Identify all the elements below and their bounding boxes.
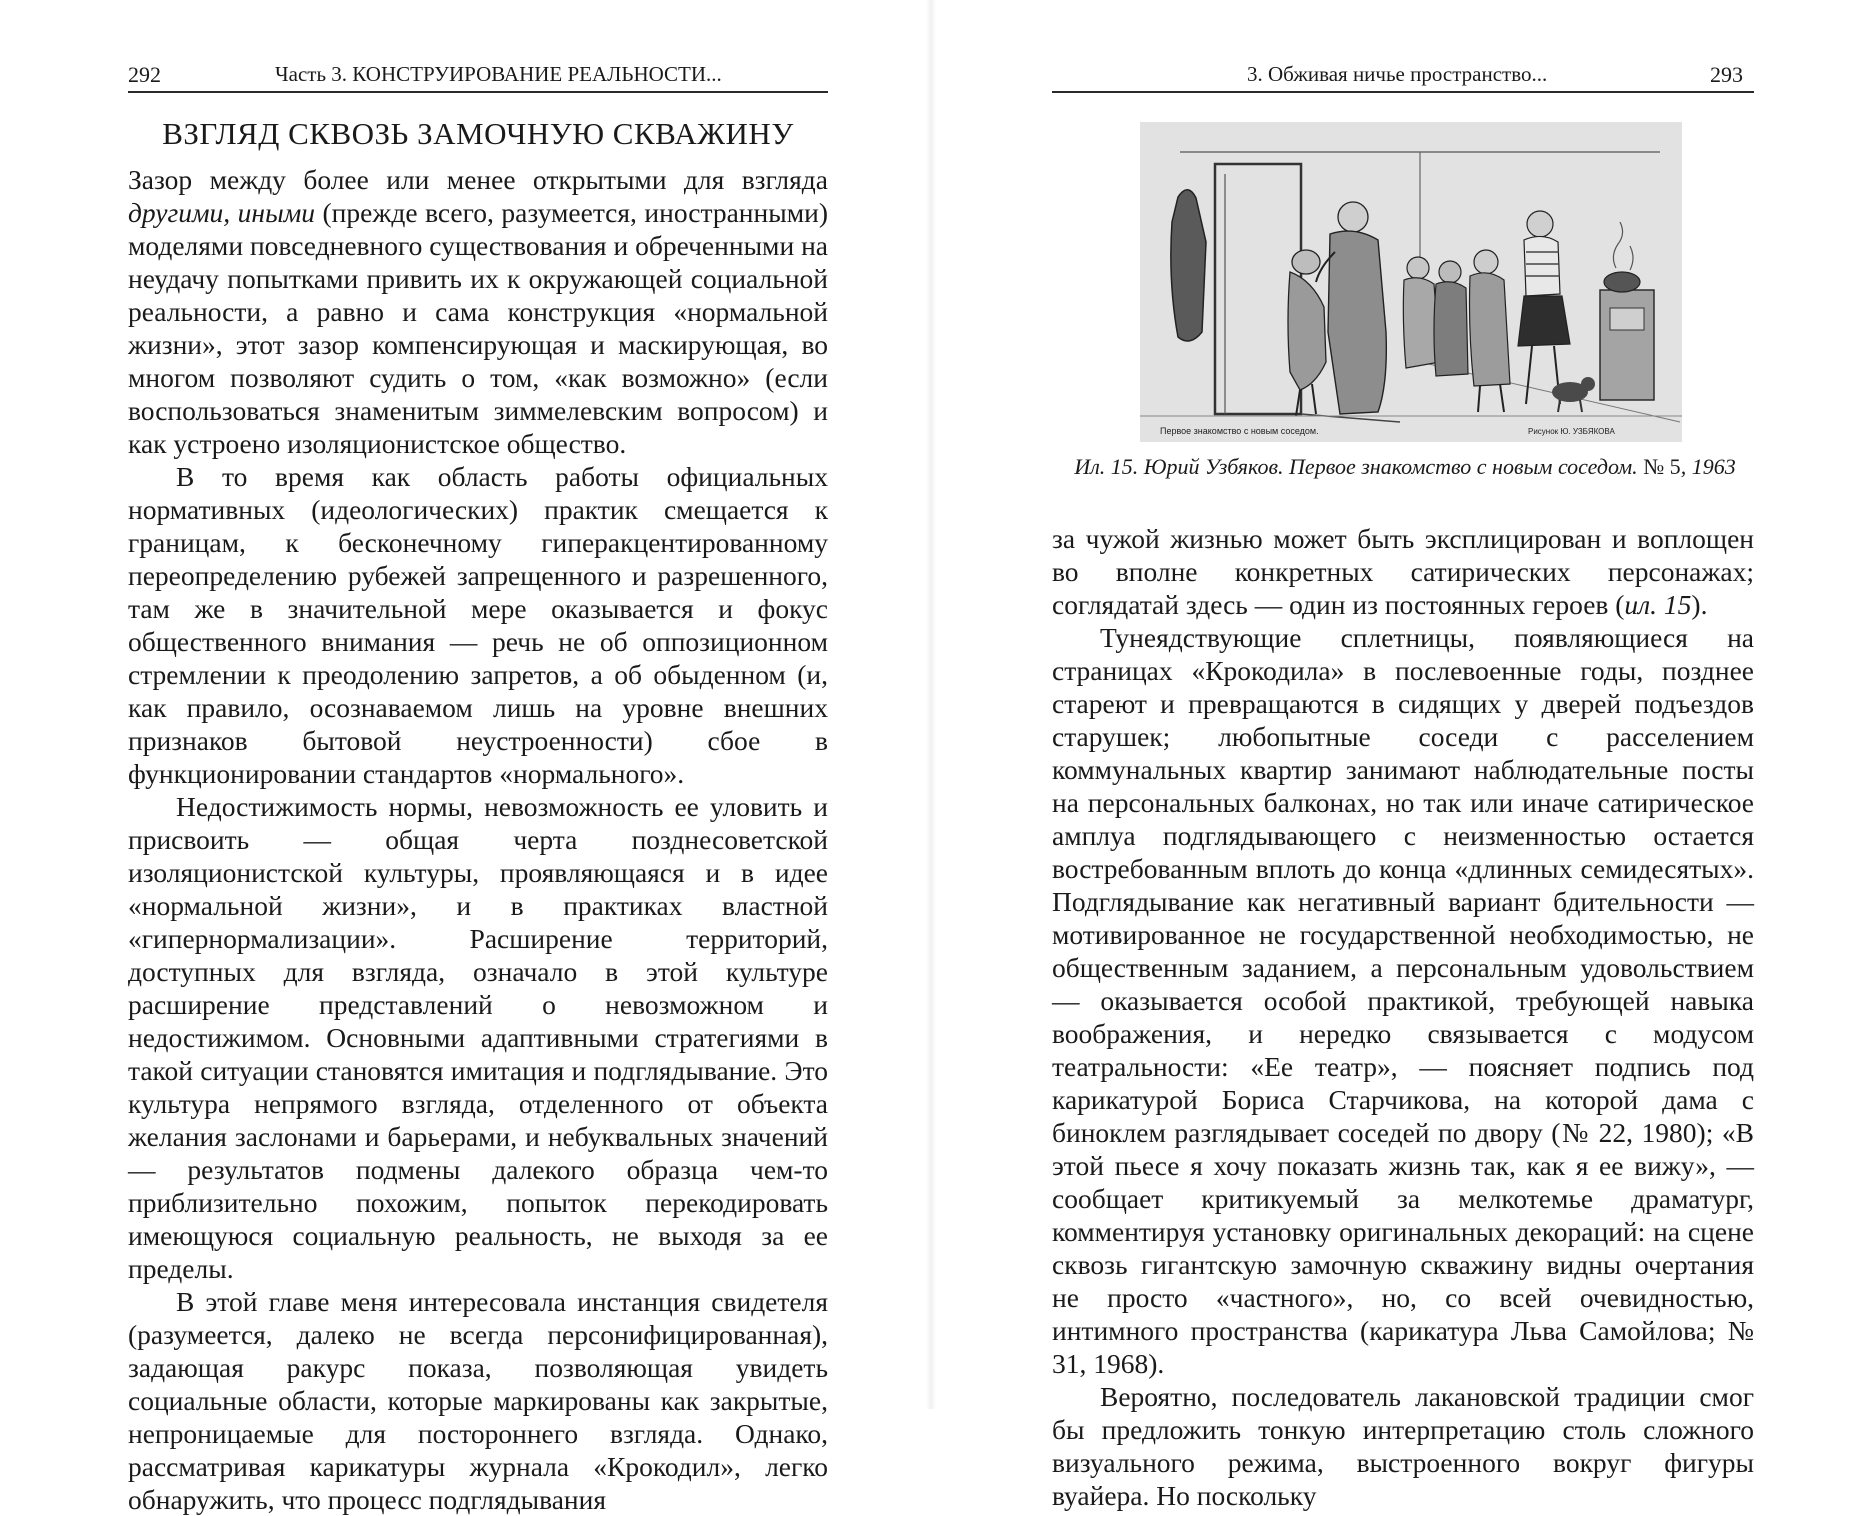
- cartoon-drawing: [1140, 122, 1682, 442]
- paragraph-text: В этой главе меня интересовала инстанция свидетеля (разумеется, далеко не всегда персонифицированная), задающая ракурс показа, позволяющая увидеть социальные области, которые маркированы как закрытые, непроницаемые для постороннего взгляда. Однако, рассматривая карикатуры журнала «Крокодил», легко обнаружить, что процесс подглядывания: [128, 1286, 828, 1515]
- paragraph-text: В то время как область работы официальных нормативных (идеологических) практик смещается к границам, к бесконечному гиперакцентированному переопределению рубежей запрещенного и разрешенного, там же в значительной мере оказывается и фокус общественного внимания — речь не об оппозиционном стремлении к преодолению запретов, а об обыденном (и, как правило, осознаваемом лишь на уровне внешних признаков бытовой неустроенности) сбое в функционировании стандартов «нормального».: [128, 461, 828, 789]
- left-page-number: 292: [128, 62, 161, 87]
- cartoon-caption: Первое знакомство с новым соседом.: [1160, 426, 1319, 436]
- right-running-head: 3. Обживая ничье пространство...: [1247, 62, 1548, 86]
- figure-caption-number: № 5: [1643, 454, 1681, 479]
- paragraph: [1052, 1380, 1754, 1512]
- italic-text: другими, иными: [128, 197, 315, 228]
- paragraph-text: Недостижимость нормы, невозможность ее уловить и присвоить — общая черта позднесоветской изоляционистской культуры, проявляющаяся и в идее «нормальной жизни», и в практиках властной «гипернормализации». Расширение территорий, доступных для взгляда, означало в этой культуре расширение представлений о невозможном и недостижимом. Основными адаптивными стратегиями в такой ситуации становятся имитация и подглядывание. Это культура непрямого взгляда, отделенного от объекта желания заслонами и барьерами, и небуквальных значений — результатов подмены далекого образца чем-то приблизительно похожим, попыток перекодировать имеющуюся социальную реальность, не выходя за ее пределы.: [128, 791, 828, 1284]
- paragraph-text: Зазор между более или менее открытыми для взгляда: [128, 164, 828, 195]
- left-running-head: Часть 3. КОНСТРУИРОВАНИЕ РЕАЛЬНОСТИ...: [275, 62, 722, 86]
- figure-caption-text: Ил. 15. Юрий Узбяков. Первое знакомство с новым соседом.: [1074, 454, 1644, 479]
- paragraph: [128, 460, 828, 790]
- figure-caption-year: , 1963: [1680, 454, 1736, 479]
- paragraph: [128, 163, 828, 460]
- left-page: [0, 0, 930, 1515]
- left-header-rule: [128, 91, 828, 93]
- right-page: [930, 0, 1861, 1511]
- section-title: ВЗГЛЯД СКВОЗЬ ЗАМОЧНУЮ СКВАЖИНУ: [162, 116, 794, 151]
- paragraph-text: ).: [1691, 589, 1708, 620]
- cartoon-illustration: [1140, 122, 1682, 442]
- paragraph-text: Вероятно, последователь лакановской традиции смог бы предложить тонкую интерпретацию столь сложного визуального режима, выстроенного вокруг фигуры вуайера. Но поскольку: [1052, 1381, 1754, 1511]
- right-page-number: 293: [1710, 62, 1743, 87]
- paragraph: [1052, 621, 1754, 1380]
- paragraph: [128, 1285, 828, 1516]
- figure-caption: [1055, 454, 1755, 480]
- paragraph-text: (прежде всего, разумеется, иностранными) моделями повседневного существования и обреченными на неудачу попытками привить их к окружающей социальной реальности, а равно и сама конструкция «нормальной жизни», этот зазор компенсирующая и маскирующая, во многом позволяют судить о том, «как возможно» (если воспользоваться знаменитым зиммелевским вопросом) и как устроено изоляционистское общество.: [128, 197, 828, 459]
- right-body-text: [1052, 522, 1754, 1512]
- paragraph: [128, 790, 828, 1285]
- paragraph-text: за чужой жизнью может быть эксплицирован и воплощен во вполне конкретных сатирических персонажах; соглядатай здесь — один из постоянных героев (: [1052, 523, 1754, 620]
- cartoon-signature: Рисунок Ю. УЗБЯКОВА: [1528, 427, 1615, 436]
- paragraph: [1052, 522, 1754, 621]
- paragraph-text: Тунеядствующие сплетницы, появляющиеся на страницах «Крокодила» в послевоенные годы, позднее стареют и превращаются в сидящих у дверей подъездов старушек; любопытные соседи с расселением коммунальных квартир занимают наблюдательные посты на персональных балконах, но так или иначе сатирическое амплуа подглядывающего с неизменностью остается востребованным вплоть до конца «длинных семидесятых». Подглядывание как негативный вариант бдительности — мотивированное не государственной необходимостью, не общественным заданием, а персональным удовольствием — оказывается особой практикой, требующей навыка воображения, и нередко связывается с модусом театральности: «Ее театр», — поясняет подпись под карикатурой Бориса Старчикова, на которой дама с биноклем разглядывает соседей по двору (№ 22, 1980); «В этой пьесе я хочу показать жизнь так, как я ее вижу», — сообщает критикуемый за мелкотемье драматург, комментируя установку оригинальных декораций: на сцене сквозь гигантскую замочную скважину видны очертания не просто «частного», но, со всей очевидностью, интимного пространства (карикатура Льва Самойлова; № 31, 1968).: [1052, 622, 1754, 1379]
- italic-text: ил. 15: [1624, 589, 1692, 620]
- left-body-text: [128, 163, 828, 1516]
- right-header-rule: [1052, 91, 1754, 93]
